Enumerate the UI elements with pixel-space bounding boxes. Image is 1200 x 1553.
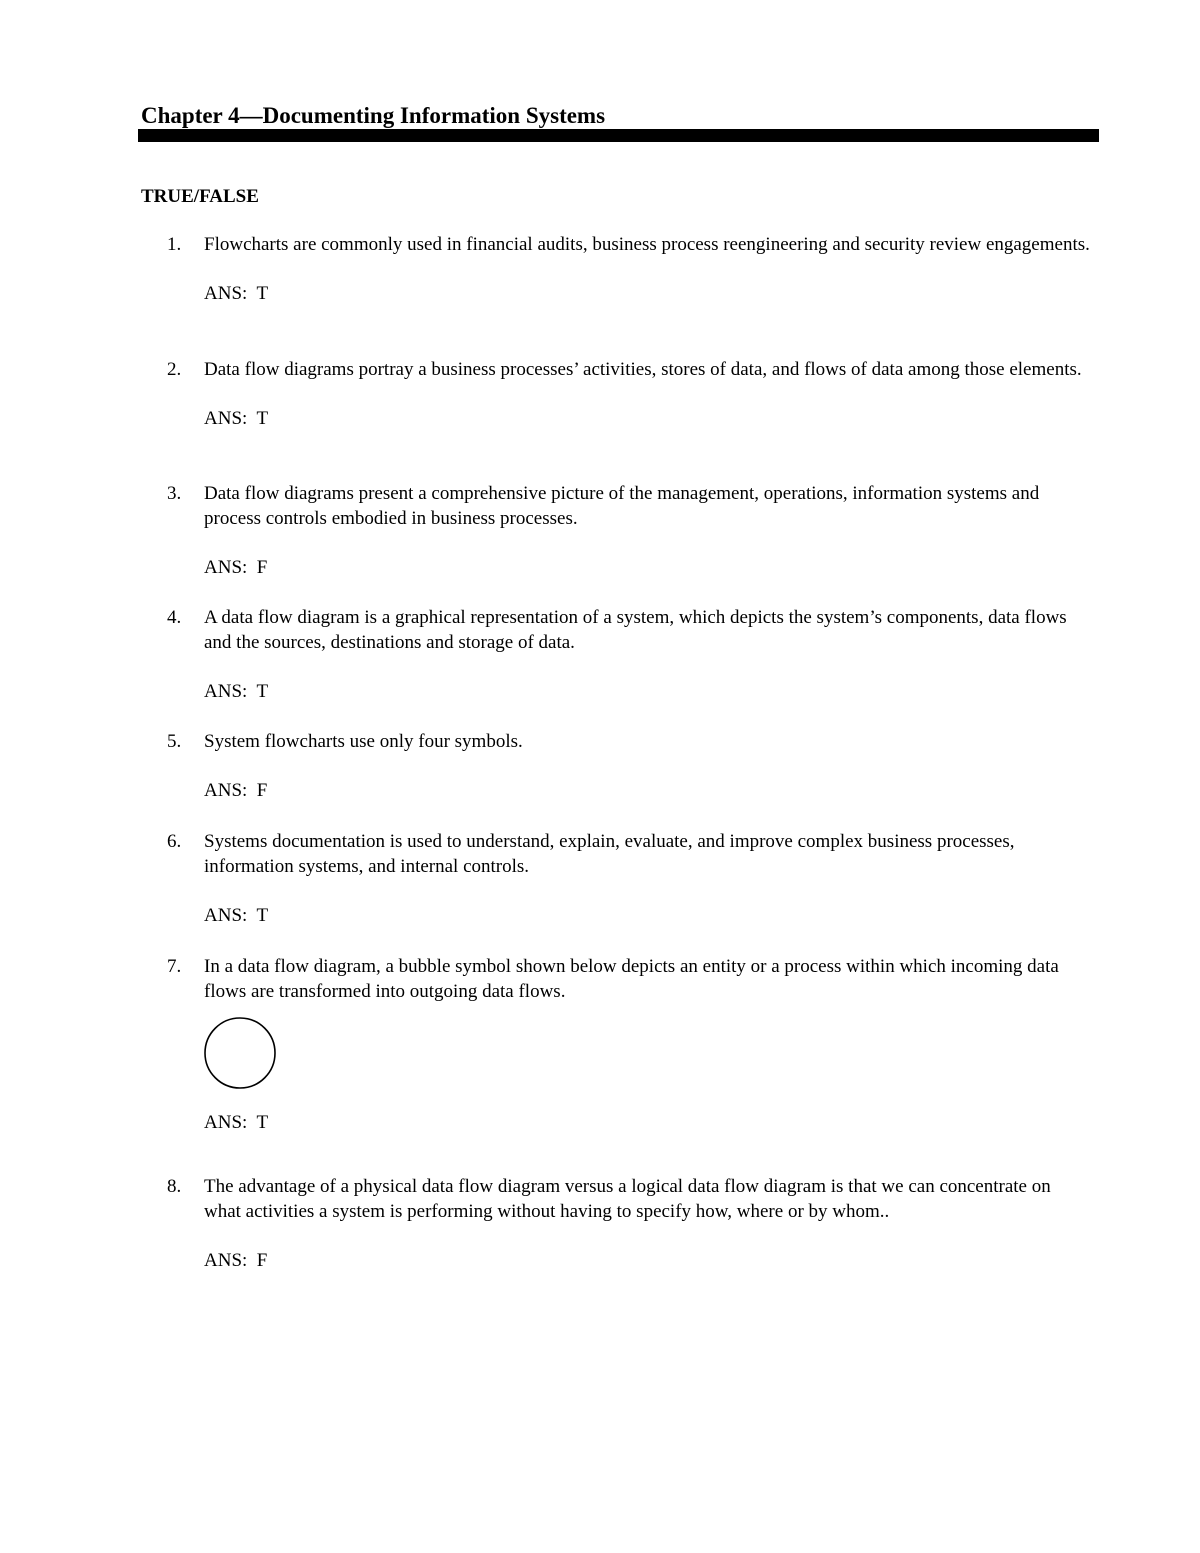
question-text: Data flow diagrams present a comprehensive picture of the management, operations, information systems and process controls embodied in business processes.	[204, 483, 1040, 529]
question-item	[167, 729, 1092, 803]
answer-text: ANS: T	[204, 905, 269, 926]
question-number: 7.	[167, 956, 182, 977]
answer-text: ANS: T	[204, 408, 269, 429]
answer-text: ANS: F	[204, 1250, 268, 1271]
question-text: System flowcharts use only four symbols.	[204, 731, 523, 752]
question-item	[167, 954, 1092, 1135]
question-text: A data flow diagram is a graphical representation of a system, which depicts the system’s components, data flows and the sources, destinations and storage of data.	[204, 607, 1067, 653]
answer-text: ANS: T	[204, 681, 269, 702]
question-item	[167, 1174, 1092, 1273]
section-heading: TRUE/FALSE	[141, 186, 259, 207]
question-item	[167, 357, 1092, 431]
title-rule	[138, 129, 1099, 142]
question-number: 8.	[167, 1176, 182, 1197]
question-number: 1.	[167, 234, 182, 255]
question-text: Data flow diagrams portray a business processes’ activities, stores of data, and flows of data among those elements.	[204, 359, 1082, 380]
question-item	[167, 232, 1092, 306]
question-number: 2.	[167, 359, 182, 380]
question-number: 4.	[167, 607, 182, 628]
question-item	[167, 481, 1092, 580]
page-title: Chapter 4—Documenting Information Systems	[141, 103, 606, 128]
question-text: Flowcharts are commonly used in financial audits, business process reengineering and security review engagements.	[204, 234, 1090, 255]
question-text: The advantage of a physical data flow diagram versus a logical data flow diagram is that we can concentrate on what activities a system is performing without having to specify how, where or by whom..	[204, 1176, 1051, 1222]
question-item	[167, 829, 1092, 928]
question-text: In a data flow diagram, a bubble symbol shown below depicts an entity or a process within which incoming data flows are transformed into outgoing data flows.	[204, 956, 1059, 1002]
question-text: Systems documentation is used to understand, explain, evaluate, and improve complex business processes, information systems, and internal controls.	[204, 831, 1015, 877]
bubble-symbol-icon	[203, 1016, 277, 1090]
question-number: 5.	[167, 731, 182, 752]
question-number: 3.	[167, 483, 182, 504]
answer-text: ANS: T	[204, 283, 269, 304]
answer-text: ANS: T	[204, 1112, 269, 1133]
question-number: 6.	[167, 831, 182, 852]
answer-text: ANS: F	[204, 557, 268, 578]
question-item	[167, 605, 1092, 704]
answer-text: ANS: F	[204, 780, 268, 801]
